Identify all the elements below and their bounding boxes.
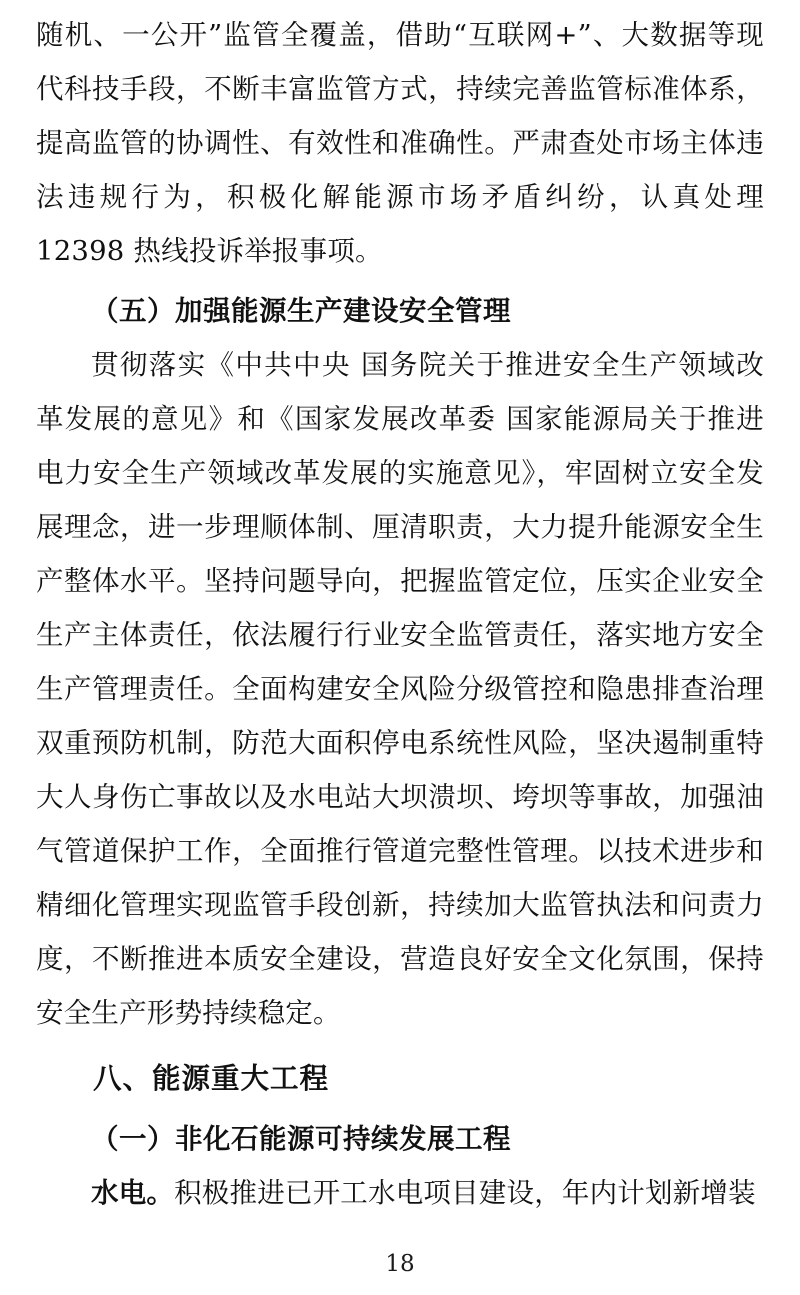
page-number: 18: [385, 1251, 415, 1277]
paragraph-hydropower: [36, 1166, 764, 1220]
paragraph-safety-management: 贯彻落实《中共中央 国务院关于推进安全生产领域改革发展的意见》和《国家发展改革委 国家能源局关于推进电力安全生产领域改革发展的实施意见》，牢固树立安全发展理念，进一步理顺体制、厘清职责，大力提升能源安全生产整体水平。坚持问题导向，把握监管定位，压实企业安全生产主体责任，依法履行行业安全监管责任，落实地方安全生产管理责任。全面构建安全风险分级管控和隐患排查治理双重预防机制，防范大面积停电系统性风险，坚决遏制重特大人身伤亡事故以及水电站大坝溃坝、垮坝等事故，加强油气管道保护工作，全面推行管道完整性管理。以技术进步和精细化管理实现监管手段创新，持续加大监管执法和问责力度，不断推进本质安全建设，营造良好安全文化氛围，保持安全生产形势持续稳定。: [36, 349, 764, 1029]
paragraph-supervision-coverage: 随机、一公开”监管全覆盖，借助“互联网+”、大数据等现代科技手段，不断丰富监管方式，持续完善监管标准体系，提高监管的协调性、有效性和准确性。严肃查处市场主体违法违规行为，积极化解能源市场矛盾纠纷，认真处理 12398 热线投诉举报事项。: [36, 19, 764, 267]
heading-five-energy-safety: （五）加强能源生产建设安全管理: [91, 295, 511, 327]
paragraph-hydropower-text: 积极推进已开工水电项目建设，年内计划新增装: [174, 1177, 756, 1209]
spacer: [36, 1040, 764, 1050]
heading-eight-major-projects: 八、能源重大工程: [93, 1061, 330, 1095]
paragraph-hydropower-lead: 水电。: [91, 1177, 175, 1209]
heading-one-nonfossil-project: （一）非化石能源可持续发展工程: [91, 1123, 511, 1155]
